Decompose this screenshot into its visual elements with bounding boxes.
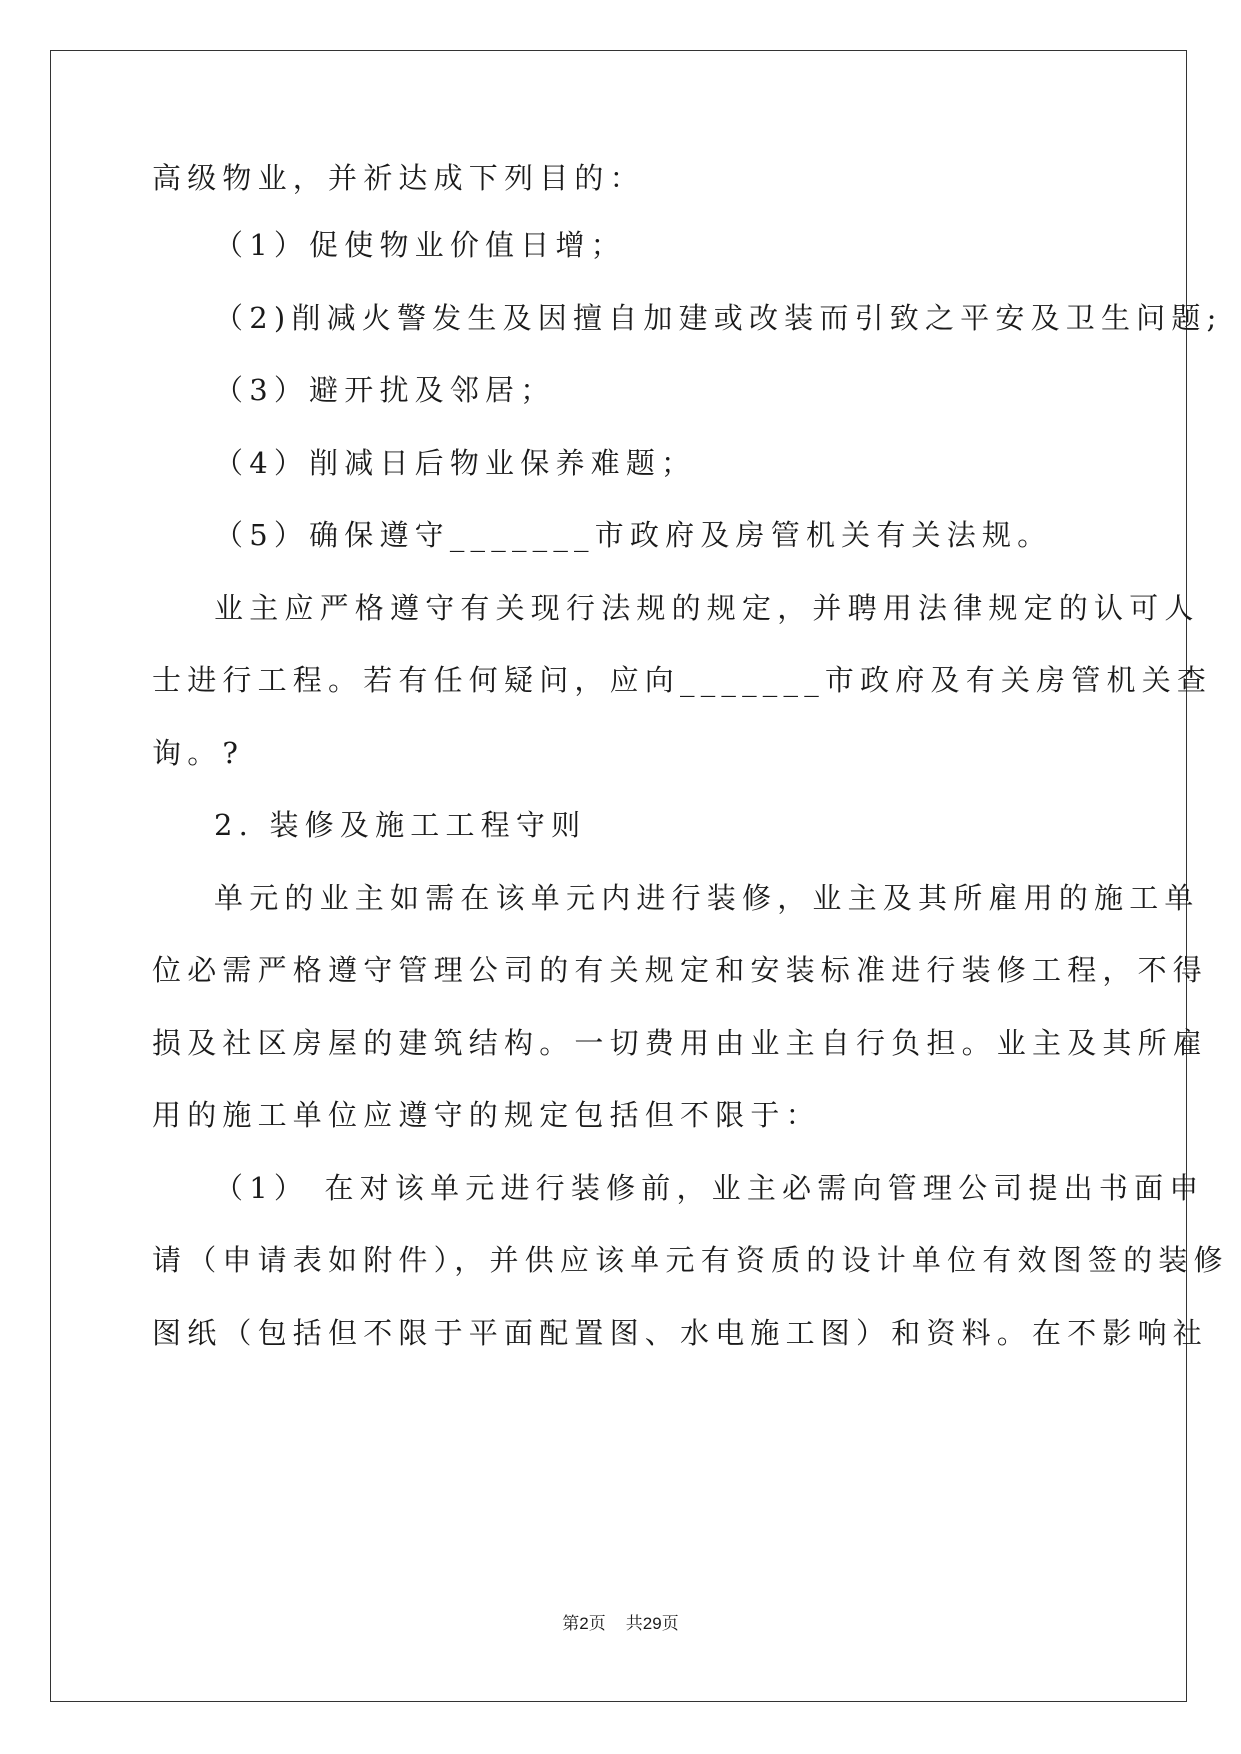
footer-total-suffix: 页 <box>661 1614 679 1634</box>
footer-page-prefix: 第 <box>562 1614 580 1634</box>
paragraph-line: 询。? <box>152 736 245 770</box>
paragraph-line: 用的施工单位应遵守的规定包括但不限于： <box>152 1098 821 1132</box>
list-item-5: （5）确保遵守_______市政府及房管机关有关法规。 <box>214 518 1053 552</box>
footer-total-prefix: 共 <box>625 1614 643 1634</box>
footer-page-suffix: 页 <box>588 1614 606 1634</box>
paragraph-line: 损及社区房屋的建筑结构。一切费用由业主自行负担。业主及其所雇 <box>152 1026 1209 1060</box>
text-line-1: 高级物业，并祈达成下列目的： <box>152 161 645 195</box>
footer-current-page: 2 <box>579 1614 589 1633</box>
section-heading: 2. 装修及施工工程守则 <box>214 808 587 842</box>
list-item-detail: （1） 在对该单元进行装修前，业主必需向管理公司提出书面申 <box>214 1171 1205 1205</box>
footer-total-pages: 29 <box>642 1614 662 1633</box>
paragraph-line: 图纸（包括但不限于平面配置图、水电施工图）和资料。在不影响社 <box>152 1316 1209 1350</box>
page-footer <box>0 1612 1241 1636</box>
list-item-4: （4）削减日后物业保养难题； <box>214 446 697 480</box>
paragraph-line: 位必需严格遵守管理公司的有关规定和安装标准进行装修工程，不得 <box>152 953 1209 987</box>
list-item-3: （3）避开扰及邻居； <box>214 373 556 407</box>
list-item-2: （2)削减火警发生及因擅自加建或改装而引致之平安及卫生问题; <box>214 301 1223 335</box>
paragraph-line: 请（申请表如附件），并供应该单元有资质的设计单位有效图签的装修 <box>152 1243 1229 1277</box>
list-item-1: （1）促使物业价值日增； <box>214 228 626 262</box>
paragraph-line: 士进行工程。若有任何疑问，应向_______市政府及有关房管机关查 <box>152 663 1213 697</box>
paragraph-line: 业主应严格遵守有关现行法规的规定，并聘用法律规定的认可人 <box>214 591 1200 625</box>
paragraph-line: 单元的业主如需在该单元内进行装修，业主及其所雇用的施工单 <box>214 881 1200 915</box>
